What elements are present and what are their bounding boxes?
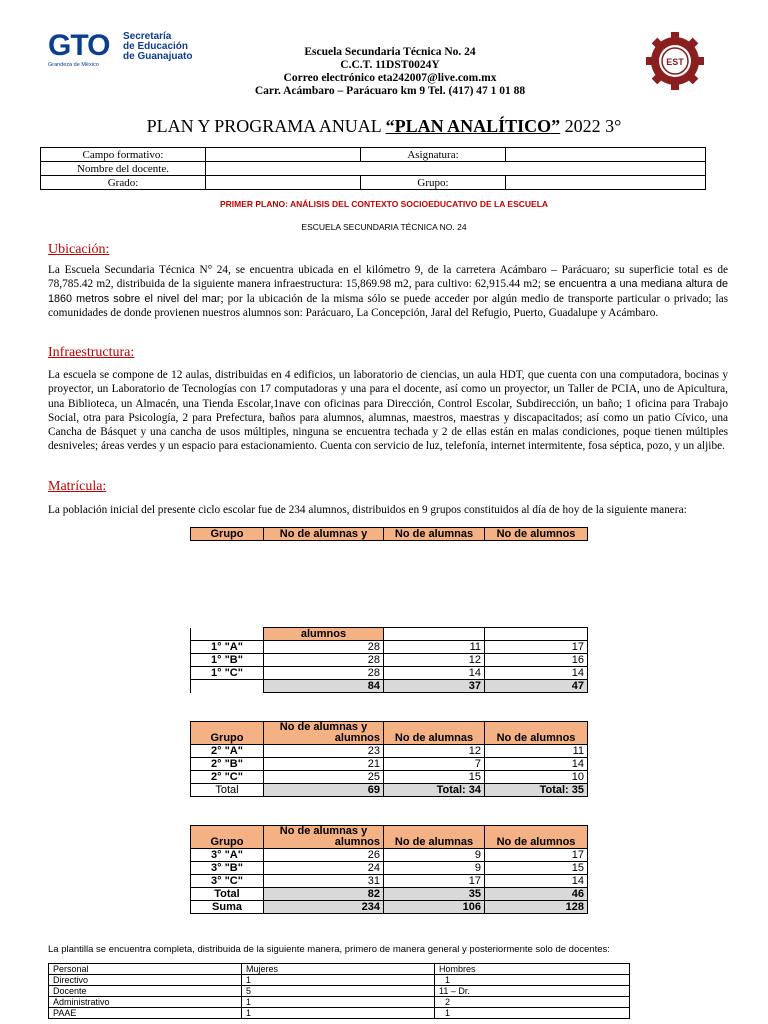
- alumnas-cell: 12: [384, 654, 485, 667]
- gto-logo-text: GTO: [48, 29, 110, 62]
- alumnas-cell: 17: [384, 875, 485, 888]
- table-row: [49, 997, 630, 1008]
- group-cell: 1° "C": [191, 667, 264, 680]
- total-cell: 31: [264, 875, 384, 888]
- hombres-cell: 1: [435, 975, 630, 986]
- grade2-table: [190, 721, 588, 797]
- alumnos-total: 46: [485, 888, 588, 901]
- total-cell: 23: [264, 745, 384, 758]
- total-label: Total: [191, 784, 264, 797]
- suma-row: [191, 901, 588, 914]
- gto-logo: [48, 30, 120, 74]
- alumnos-cell: 17: [485, 849, 588, 862]
- group-cell: 2° "A": [191, 745, 264, 758]
- alumnos-cell: 15: [485, 862, 588, 875]
- alumnas-cell: 9: [384, 862, 485, 875]
- table-row: [191, 862, 588, 875]
- alumnos-cell: 14: [485, 667, 588, 680]
- alumnos-cell: 16: [485, 654, 588, 667]
- table-row: [49, 1008, 630, 1019]
- alumnos-cell: 11: [485, 745, 588, 758]
- suma-label: Suma: [191, 901, 264, 914]
- total-cell: 69: [264, 784, 384, 797]
- col-alumnos: No de alumnos: [485, 528, 588, 541]
- campo-value[interactable]: [206, 148, 361, 162]
- suma-alumnos: 128: [485, 901, 588, 914]
- infraestructura-text: La escuela se compone de 12 aulas, distribuidas en 4 edificios, un laboratorio de ciencias, un aula HDT, que cuenta con una computadora, bocinas y proyector, un Laboratorio de Tecnologías con 17 computadoras y una para el docente, así como un proyector, un Taller de PCIA, uno de Apicultura, una Biblioteca, un Almacén, una Tienda Escolar,1nave con oficinas para Dirección, Control Escolar, Subdirección, un baño; 1 oficina para Trabajo Social, otra para Psicología, 2 para Prefectura, baños para alumnos, alumnas, maestros, maestras y discapacitados; así como un patio Cívico, una Cancha de Básquet y una cancha de usos múltiples, ninguna se encuentra techada y 2 de ellas están en malas condiciones, poque tienen múltiples desniveles; áreas verdes y un espacio para estacionamiento. Cuenta con servicio de luz, telefonía, internet intermitente, fosa séptica, pozo, y un aljibe.: [48, 369, 728, 453]
- col-total-line1: No de alumnas y: [279, 721, 368, 733]
- staff-col-hombres: Hombres: [435, 964, 630, 975]
- alumnos-cell: 17: [485, 641, 588, 654]
- table-row: [191, 875, 588, 888]
- total-cell: 28: [264, 654, 384, 667]
- table-row: [191, 849, 588, 862]
- alumnos-cell: 10: [485, 771, 588, 784]
- suma-alumnas: 106: [384, 901, 485, 914]
- grade1-header-table: [190, 527, 588, 541]
- col-alumnos: No de alumnos: [485, 722, 588, 745]
- campo-label: Campo formativo:: [41, 148, 206, 162]
- staff-col-mujeres: Mujeres: [242, 964, 435, 975]
- secretaria-logo: [123, 32, 192, 62]
- personal-cell: Docente: [49, 986, 242, 997]
- alumnas-cell: 9: [384, 849, 485, 862]
- grupo-value[interactable]: [506, 176, 706, 190]
- grade1-table: [190, 627, 588, 693]
- mujeres-cell: 5: [242, 986, 435, 997]
- plantilla-text: La plantilla se encuentra completa, distribuida de la siguiente manera, primero de manera general y posteriormente solo de docentes:: [48, 944, 610, 955]
- alumnas-total: 37: [384, 680, 485, 693]
- ubicacion-heading: Ubicación:: [48, 242, 110, 257]
- alumnas-cell: 14: [384, 667, 485, 680]
- table-row: [191, 745, 588, 758]
- col-total: [264, 826, 384, 849]
- school-email: Correo electrónico eta242007@live.com.mx: [283, 72, 497, 84]
- docente-label: Nombre del docente.: [41, 162, 206, 176]
- col-grupo: Grupo: [191, 722, 264, 745]
- table-row: [49, 975, 630, 986]
- table-row: [191, 641, 588, 654]
- total-cell: 21: [264, 758, 384, 771]
- infraestructura-heading: Infraestructura:: [48, 345, 135, 360]
- ubicacion-text: [48, 263, 728, 320]
- staff-col-personal: Personal: [49, 964, 242, 975]
- alumnas-total: 35: [384, 888, 485, 901]
- alumnas-total: Total: 34: [384, 784, 485, 797]
- col-grupo: Grupo: [191, 826, 264, 849]
- matricula-heading: Matrícula:: [48, 479, 107, 494]
- total-cell: 24: [264, 862, 384, 875]
- total-cell: 26: [264, 849, 384, 862]
- info-table: [40, 147, 706, 190]
- mujeres-cell: 1: [242, 975, 435, 986]
- secretaria-line: Secretaría: [123, 31, 172, 42]
- group-cell: 1° "A": [191, 641, 264, 654]
- col-total-cont: alumnos: [264, 628, 384, 641]
- school-cct: C.C.T. 11DST0024Y: [340, 59, 440, 71]
- suma-total: 234: [264, 901, 384, 914]
- docente-value[interactable]: [206, 162, 706, 176]
- gto-logo-tagline: Grandeza de México: [48, 62, 99, 68]
- col-alumnas: No de alumnas: [384, 528, 485, 541]
- school-subtitle: ESCUELA SECUNDARIA TÉCNICA NO. 24: [301, 222, 467, 232]
- asignatura-value[interactable]: [506, 148, 706, 162]
- hombres-cell: 11 – Dr.: [435, 986, 630, 997]
- asignatura-label: Asignatura:: [361, 148, 506, 162]
- alumnas-cell: 12: [384, 745, 485, 758]
- personal-cell: Directivo: [49, 975, 242, 986]
- personal-cell: Administrativo: [49, 997, 242, 1008]
- section-subtitle: PRIMER PLANO: ANÁLISIS DEL CONTEXTO SOCIOEDUCATIVO DE LA ESCUELA: [219, 199, 549, 209]
- col-alumnas: No de alumnas: [384, 826, 485, 849]
- total-row: [191, 784, 588, 797]
- title-prefix: PLAN Y PROGRAMA ANUAL: [146, 116, 386, 136]
- grado-label: Grado:: [41, 176, 206, 190]
- mujeres-cell: 1: [242, 1008, 435, 1019]
- total-cell: 82: [264, 888, 384, 901]
- alumnas-cell: 15: [384, 771, 485, 784]
- personal-cell: PAAE: [49, 1008, 242, 1019]
- staff-table: [48, 963, 630, 1019]
- col-total: No de alumnas y: [264, 528, 384, 541]
- group-cell: 2° "C": [191, 771, 264, 784]
- table-row: [191, 771, 588, 784]
- title-suffix: 2022 3°: [560, 116, 622, 136]
- alumnos-cell: 14: [485, 758, 588, 771]
- school-seal-icon: [644, 30, 706, 92]
- group-cell: 3° "A": [191, 849, 264, 862]
- ubicacion-text-c: ; por la ubicación de la misma sólo se puede acceder por algún medio de transporte particular o privado; las comunidades de donde provienen nuestros alumnos son: Parácuaro, La Concepción, Jaral del Refugio, Puerto, Guadalupe y Acámbaro.: [48, 292, 728, 319]
- col-grupo: Grupo: [191, 528, 264, 541]
- grupo-label: Grupo:: [361, 176, 506, 190]
- group-cell: 3° "C": [191, 875, 264, 888]
- matricula-text: La población inicial del presente ciclo escolar fue de 234 alumnos, distribuidos en 9 grupos constituidos al día de hoy de la siguiente manera:: [48, 504, 687, 516]
- group-cell: 2° "B": [191, 758, 264, 771]
- secretaria-line: de Educación: [123, 41, 189, 52]
- total-cell: 25: [264, 771, 384, 784]
- col-alumnas: No de alumnas: [384, 722, 485, 745]
- ubicacion-text-a: La Escuela Secundaria Técnica N° 24, se encuentra ubicada en el kilómetro 9, de la carretera Acámbaro – Parácuaro; su superficie total es de 78,785.42 m2, distribuida de la siguiente manera infraestructura: 15,869.98 m2, para cultivo: 62,915.44 m2;: [48, 264, 728, 291]
- table-row: [191, 654, 588, 667]
- secretaria-line: de Guanajuato: [123, 51, 193, 62]
- alumnos-cell: 14: [485, 875, 588, 888]
- total-row: [191, 888, 588, 901]
- alumnas-cell: 11: [384, 641, 485, 654]
- mujeres-cell: 1: [242, 997, 435, 1008]
- page-title: [0, 116, 768, 137]
- alumnos-total: Total: 35: [485, 784, 588, 797]
- alumnos-total: 47: [485, 680, 588, 693]
- title-bold: “PLAN ANALÍTICO”: [385, 116, 561, 136]
- col-total-line2: alumnos: [334, 732, 380, 744]
- seal-text: EST: [666, 57, 684, 67]
- ubicacion-text-b: se encuentra a una mediana altura de 1860 metros sobre el nivel del mar: [48, 278, 728, 305]
- grade3-table: [190, 825, 588, 914]
- col-total: [264, 722, 384, 745]
- group-cell: 1° "B": [191, 654, 264, 667]
- grado-value[interactable]: [206, 176, 361, 190]
- total-cell: 28: [264, 667, 384, 680]
- table-row: [191, 758, 588, 771]
- table-row: [49, 986, 630, 997]
- school-header: [240, 46, 540, 98]
- total-cell: 84: [264, 680, 384, 693]
- col-total-line2: alumnos: [334, 836, 380, 848]
- school-name: Escuela Secundaria Técnica No. 24: [304, 46, 476, 58]
- total-row: [191, 680, 588, 693]
- group-cell: 3° "B": [191, 862, 264, 875]
- col-alumnos: No de alumnos: [485, 826, 588, 849]
- total-label: Total: [191, 888, 264, 901]
- school-address: Carr. Acámbaro – Parácuaro km 9 Tel. (417) 47 1 01 88: [254, 85, 526, 97]
- alumnas-cell: 7: [384, 758, 485, 771]
- table-row: [191, 667, 588, 680]
- col-total-line1: No de alumnas y: [279, 825, 368, 837]
- hombres-cell: 1: [435, 1008, 630, 1019]
- hombres-cell: 2: [435, 997, 630, 1008]
- total-cell: 28: [264, 641, 384, 654]
